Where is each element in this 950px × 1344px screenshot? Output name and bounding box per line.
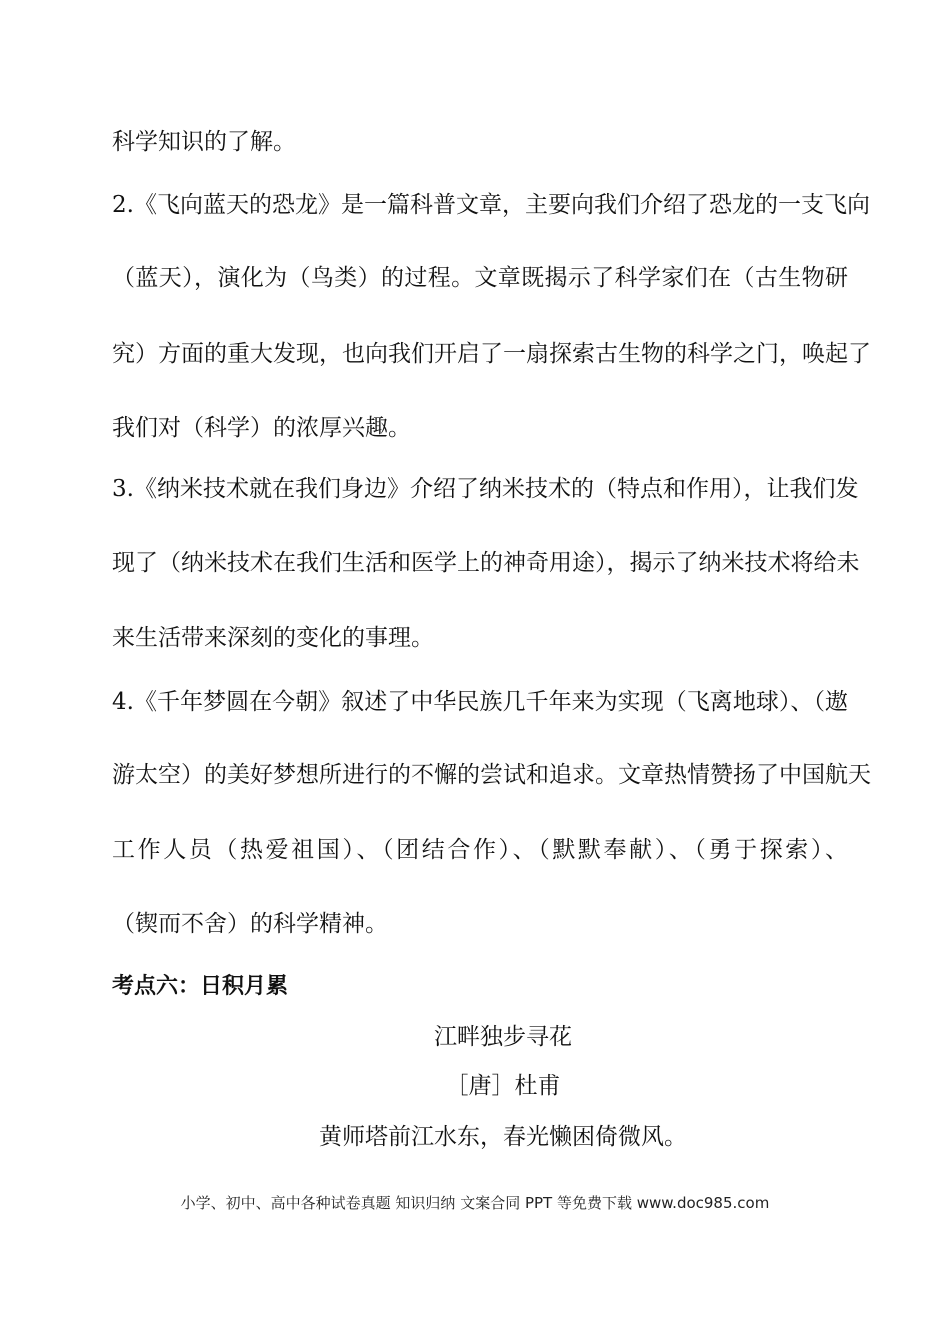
body-line-4: 究）方面的重大发现，也向我们开启了一扇探索古生物的科学之门，唤起了 [112,341,871,367]
body-line-10: 游太空）的美好梦想所进行的不懈的尝试和追求。文章热情赞扬了中国航天 [112,762,871,788]
poem-title: 江畔独步寻花 [434,1024,572,1050]
page-footer: 小学、初中、高中各种试卷真题 知识归纳 文案合同 PPT 等免费下载 www.doc985.com [180,1194,770,1212]
poem-line-1: 黄师塔前江水东，春光懒困倚微风。 [319,1124,687,1150]
body-line-11: 工作人员（热爱祖国）、（团结合作）、（默默奉献）、（勇于探索）、 [112,837,848,863]
poem-author: ［唐］杜甫 [445,1073,561,1099]
body-line-12: （锲而不舍）的科学精神。 [112,911,388,937]
body-line-5: 我们对（科学）的浓厚兴趣。 [112,415,411,441]
body-line-9: 4.《千年梦圆在今朝》叙述了中华民族几千年来为实现（飞离地球）、（遨 [112,689,848,715]
body-line-1: 科学知识的了解。 [112,129,296,155]
body-line-3: （蓝天），演化为（鸟类）的过程。文章既揭示了科学家们在（古生物研 [112,265,848,291]
body-line-8: 来生活带来深刻的变化的事理。 [112,625,434,651]
body-line-7: 现了（纳米技术在我们生活和医学上的神奇用途），揭示了纳米技术将给未 [112,550,860,576]
body-line-2: 2.《飞向蓝天的恐龙》是一篇科普文章，主要向我们介绍了恐龙的一支飞向 [112,192,870,218]
section-heading: 考点六：日积月累 [112,974,289,999]
body-line-6: 3.《纳米技术就在我们身边》介绍了纳米技术的（特点和作用），让我们发 [112,476,859,502]
